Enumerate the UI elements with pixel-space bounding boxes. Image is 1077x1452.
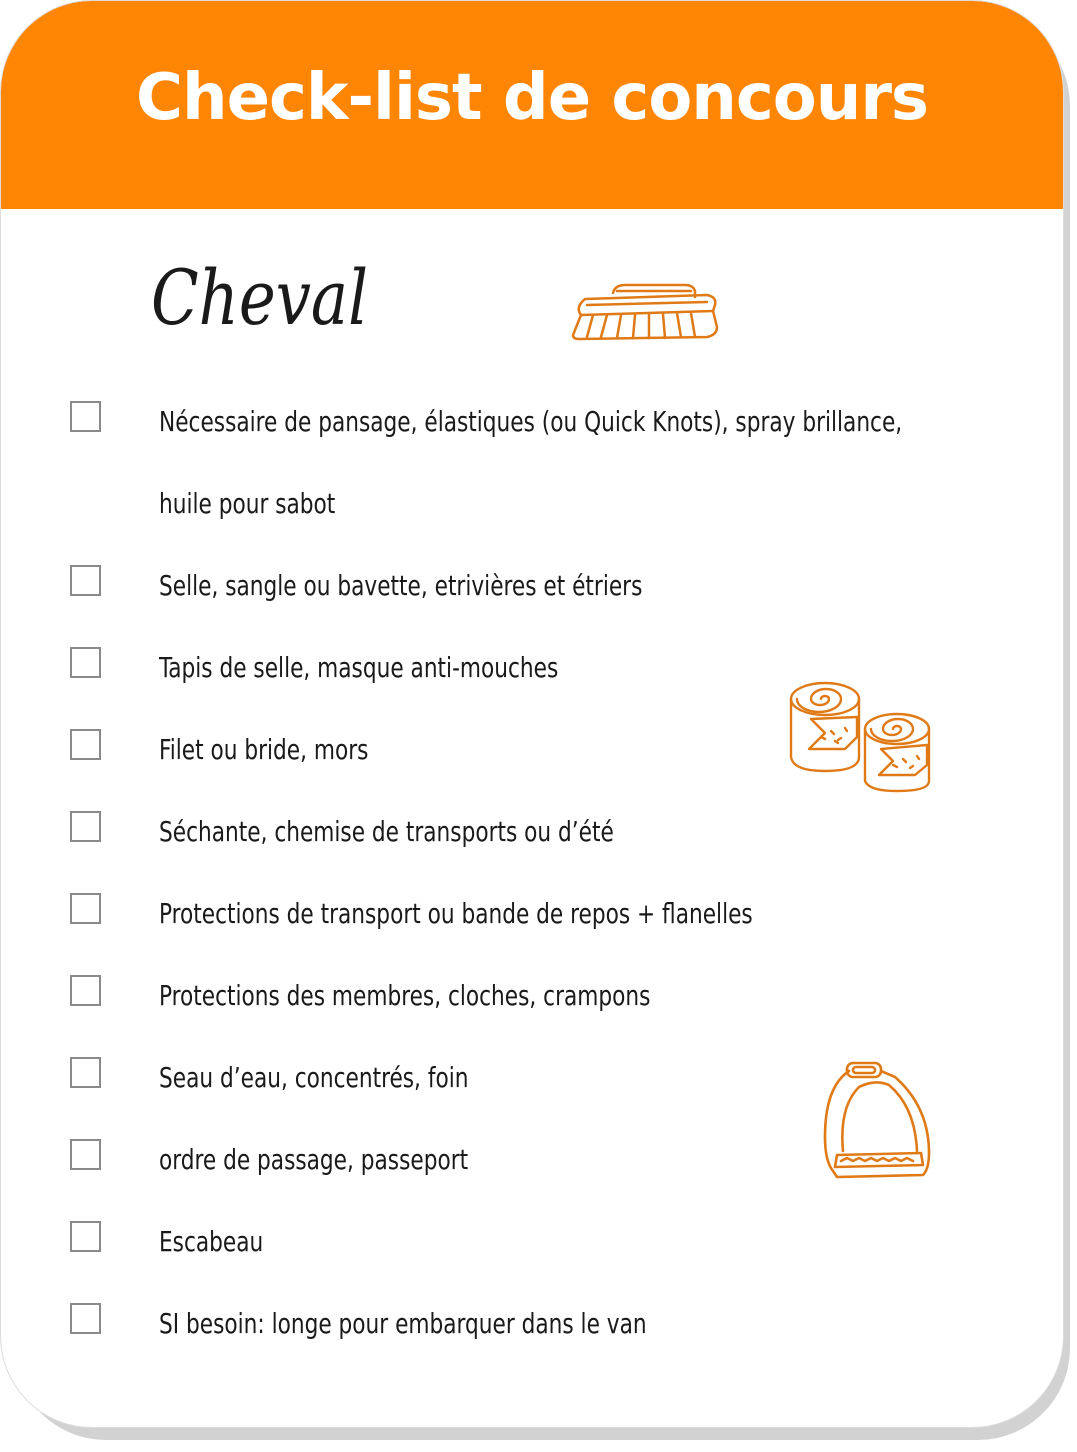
checkbox[interactable] — [70, 1139, 101, 1170]
page-title: Check-list de concours — [136, 61, 928, 135]
checkbox[interactable] — [70, 1303, 101, 1334]
item-label: SI besoin: longe pour embarquer dans le van — [159, 1307, 647, 1340]
checkbox[interactable] — [70, 565, 101, 596]
header-banner — [1, 1, 1063, 209]
item-label: Nécessaire de pansage, élastiques (ou Quick Knots), spray brillance, huile pour sabot — [159, 405, 903, 520]
item-label: Tapis de selle, masque anti-mouches — [159, 651, 559, 684]
checkbox[interactable] — [70, 811, 101, 842]
checkbox[interactable] — [70, 401, 101, 432]
item-label: Protections des membres, cloches, crampons — [159, 979, 651, 1012]
checkbox[interactable] — [70, 1057, 101, 1088]
item-label: Filet ou bride, mors — [159, 733, 369, 766]
brush-icon — [567, 281, 723, 343]
checkbox[interactable] — [70, 729, 101, 760]
item-label: Séchante, chemise de transports ou d’été — [159, 815, 614, 848]
item-label: Protections de transport ou bande de repos + flanelles — [159, 897, 753, 930]
checkbox[interactable] — [70, 893, 101, 924]
item-label: Seau d’eau, concentrés, foin — [159, 1061, 469, 1094]
item-label: Selle, sangle ou bavette, etrivières et étriers — [159, 569, 643, 602]
checkbox[interactable] — [70, 975, 101, 1006]
checkbox[interactable] — [70, 1221, 101, 1252]
checkbox[interactable] — [70, 647, 101, 678]
section-title: Cheval — [151, 253, 369, 342]
item-label: ordre de passage, passeport — [159, 1143, 469, 1176]
item-label: Escabeau — [159, 1225, 264, 1258]
